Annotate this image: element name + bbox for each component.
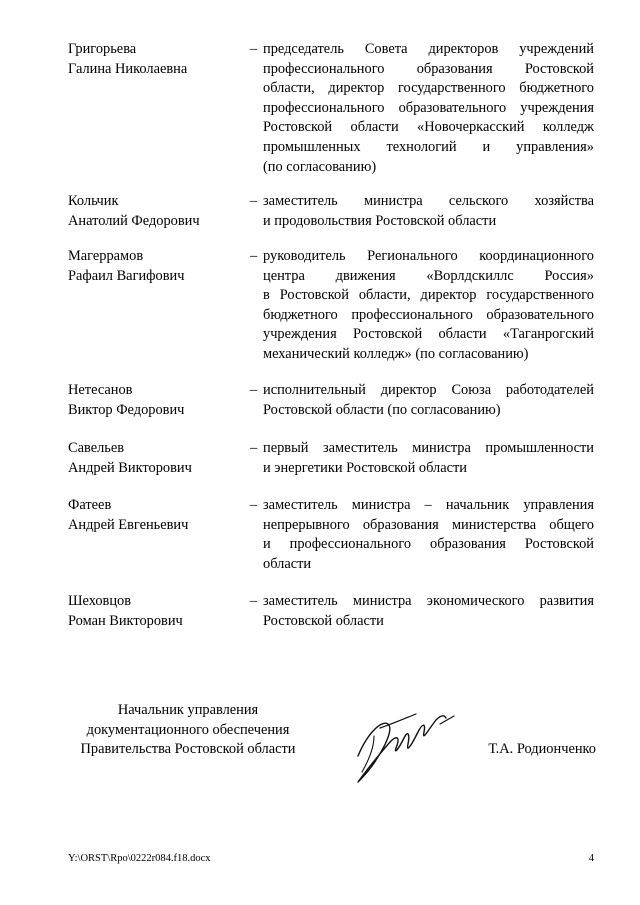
member-given-name: Андрей Евгеньевич [68, 516, 189, 533]
position-line: области [263, 555, 312, 572]
member-name [68, 247, 246, 286]
page-number: 4 [588, 853, 594, 864]
member-name [68, 496, 246, 535]
member-name [68, 381, 246, 420]
footer-file-path: Y:\ORST\Rpo\0222r084.f18.docx [68, 853, 211, 864]
dash: – [250, 440, 258, 456]
member-position [263, 439, 594, 478]
position-line: непрерывного образования министерства общего [263, 516, 594, 533]
member-position [263, 247, 594, 365]
signer-name: Т.А. Родионченко [488, 741, 596, 757]
position-line: промышленных технологий и управления» [263, 138, 594, 155]
position-line: заместитель министра – начальник управления [263, 497, 594, 513]
position-line: Ростовской области «Новочеркасский колледж [263, 119, 594, 136]
position-line: учреждения Ростовской области «Таганрогский [263, 326, 594, 343]
member-given-name: Андрей Викторович [68, 459, 192, 476]
signatory-title [68, 701, 308, 760]
member-surname: Кольчик [68, 193, 119, 209]
member-given-name: Роман Викторович [68, 612, 183, 629]
member-position [263, 40, 594, 177]
position-line: и продовольствия Ростовской области [263, 212, 497, 229]
member-surname: Савельев [68, 440, 125, 456]
position-line: исполнительный директор Союза работодателей [263, 382, 594, 398]
dash: – [250, 41, 258, 57]
position-line: и энергетики Ростовской области [263, 459, 467, 476]
member-surname: Нетесанов [68, 382, 133, 398]
member-given-name: Галина Николаевна [68, 60, 188, 77]
member-surname: Григорьева [68, 41, 137, 57]
dash: – [250, 248, 258, 264]
signatory-title-line: документационного обеспечения [86, 721, 290, 738]
dash: – [250, 193, 258, 209]
position-line: заместитель министра сельского хозяйства [263, 193, 594, 209]
member-position [263, 592, 594, 631]
member-position [263, 496, 594, 574]
position-line: центра движения «Ворлдскиллс Россия» [263, 267, 594, 284]
member-position [263, 192, 594, 231]
member-name [68, 192, 246, 231]
member-given-name: Анатолий Федорович [68, 212, 200, 229]
signatory-title-line: Начальник управления [117, 702, 259, 718]
member-name [68, 439, 246, 478]
member-given-name: Виктор Федорович [68, 401, 185, 418]
position-line: в Ростовской области, директор государственного [263, 287, 594, 304]
member-surname: Шеховцов [68, 593, 132, 609]
position-line: (по согласованию) [263, 158, 377, 175]
dash: – [250, 593, 258, 609]
position-line: профессионального образовательного учреждения [263, 99, 594, 116]
position-line: Ростовской области (по согласованию) [263, 401, 501, 418]
position-line: области, директор государственного бюджетного [263, 80, 594, 97]
position-line: и профессионального образования Ростовской [263, 536, 594, 553]
member-name [68, 592, 246, 631]
member-surname: Магеррамов [68, 248, 144, 264]
member-given-name: Рафаил Вагифович [68, 267, 185, 284]
member-name [68, 40, 246, 79]
member-surname: Фатеев [68, 497, 112, 513]
position-line: Ростовской области [263, 612, 384, 629]
handwritten-signature [340, 698, 460, 788]
member-position [263, 381, 594, 420]
position-line: председатель Совета директоров учреждений [263, 41, 594, 57]
position-line: заместитель министра экономического развития [263, 593, 594, 609]
position-line: руководитель Регионального координационного [263, 248, 594, 264]
position-line: механический колледж» (по согласованию) [263, 345, 529, 362]
dash: – [250, 497, 258, 513]
signatory-title-line: Правительства Ростовской области [80, 741, 296, 758]
position-line: первый заместитель министра промышленности [263, 440, 594, 456]
position-line: профессионального образования Ростовской [263, 60, 594, 77]
position-line: бюджетного профессионального образовательного [263, 306, 594, 323]
dash: – [250, 382, 258, 398]
